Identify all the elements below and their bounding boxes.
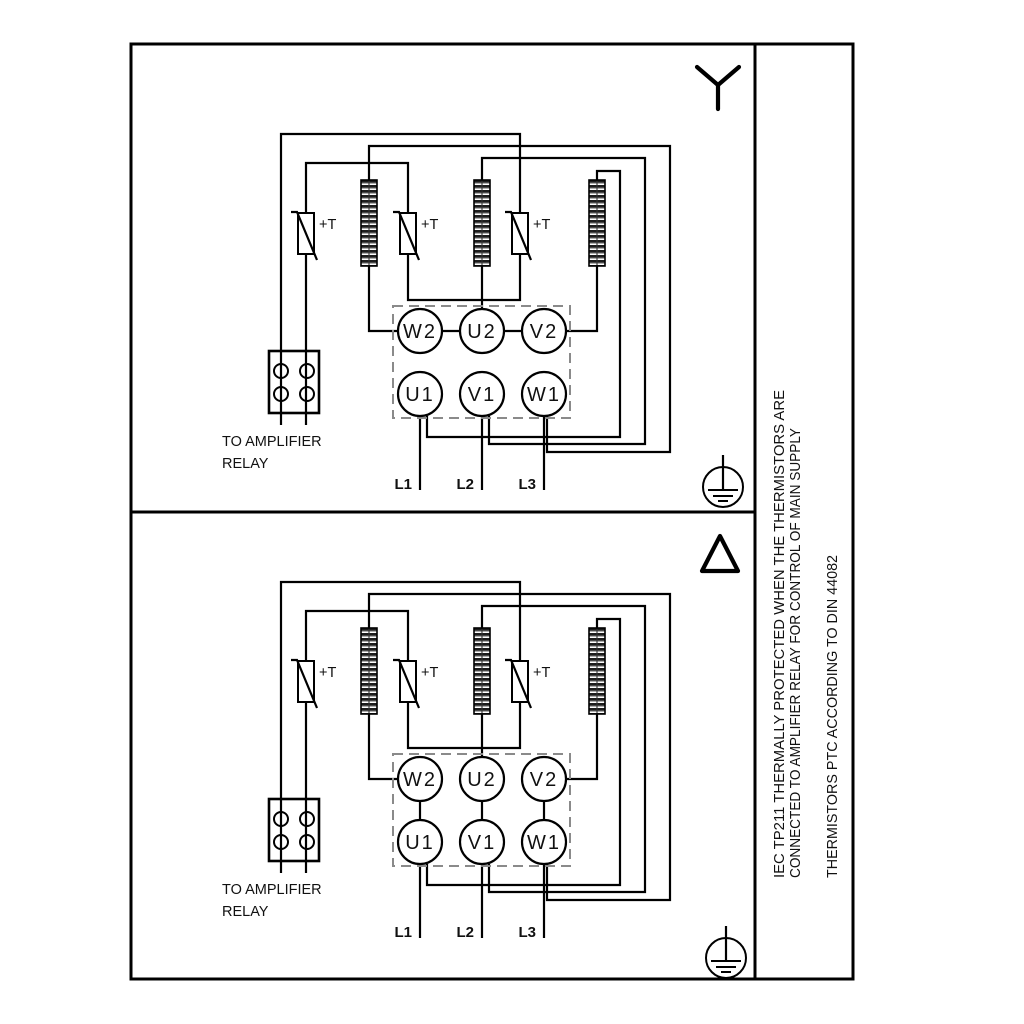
- supply-l1: L1: [394, 924, 412, 941]
- relay-note-line2: RELAY: [222, 904, 269, 920]
- supply-l1: L1: [394, 476, 412, 493]
- terminal-v1: V1: [467, 384, 497, 406]
- thermistor-label: +T: [319, 665, 337, 681]
- supply-l2: L2: [456, 476, 474, 493]
- side-note-line3: THERMISTORS PTC ACCORDING TO DIN 44082: [825, 550, 841, 878]
- relay-note-line1: TO AMPLIFIER: [222, 434, 322, 450]
- supply-l2: L2: [456, 924, 474, 941]
- terminal-u1: U1: [405, 384, 435, 406]
- thermistor-label: +T: [319, 217, 337, 233]
- supply-l3: L3: [518, 476, 536, 493]
- terminal-u2: U2: [467, 769, 497, 791]
- relay-note-line1: TO AMPLIFIER: [222, 882, 322, 898]
- thermistor-label: +T: [421, 665, 439, 681]
- terminal-v2: V2: [529, 321, 559, 343]
- thermistor-label: +T: [533, 217, 551, 233]
- terminal-v2: V2: [529, 769, 559, 791]
- terminal-u1: U1: [405, 832, 435, 854]
- terminal-w2: W2: [403, 769, 437, 791]
- relay-note-line2: RELAY: [222, 456, 269, 472]
- terminal-w2: W2: [403, 321, 437, 343]
- terminal-v1: V1: [467, 832, 497, 854]
- side-note-line1: IEC TP211 THERMALLY PROTECTED WHEN THE THERMISTORS ARE: [772, 402, 788, 878]
- side-note-line2: CONNECTED TO AMPLIFIER RELAY FOR CONTROL OF MAIN SUPPLY: [788, 398, 804, 878]
- thermistor-label: +T: [533, 665, 551, 681]
- supply-l3: L3: [518, 924, 536, 941]
- terminal-w1: W1: [527, 832, 561, 854]
- thermistor-label: +T: [421, 217, 439, 233]
- terminal-w1: W1: [527, 384, 561, 406]
- terminal-u2: U2: [467, 321, 497, 343]
